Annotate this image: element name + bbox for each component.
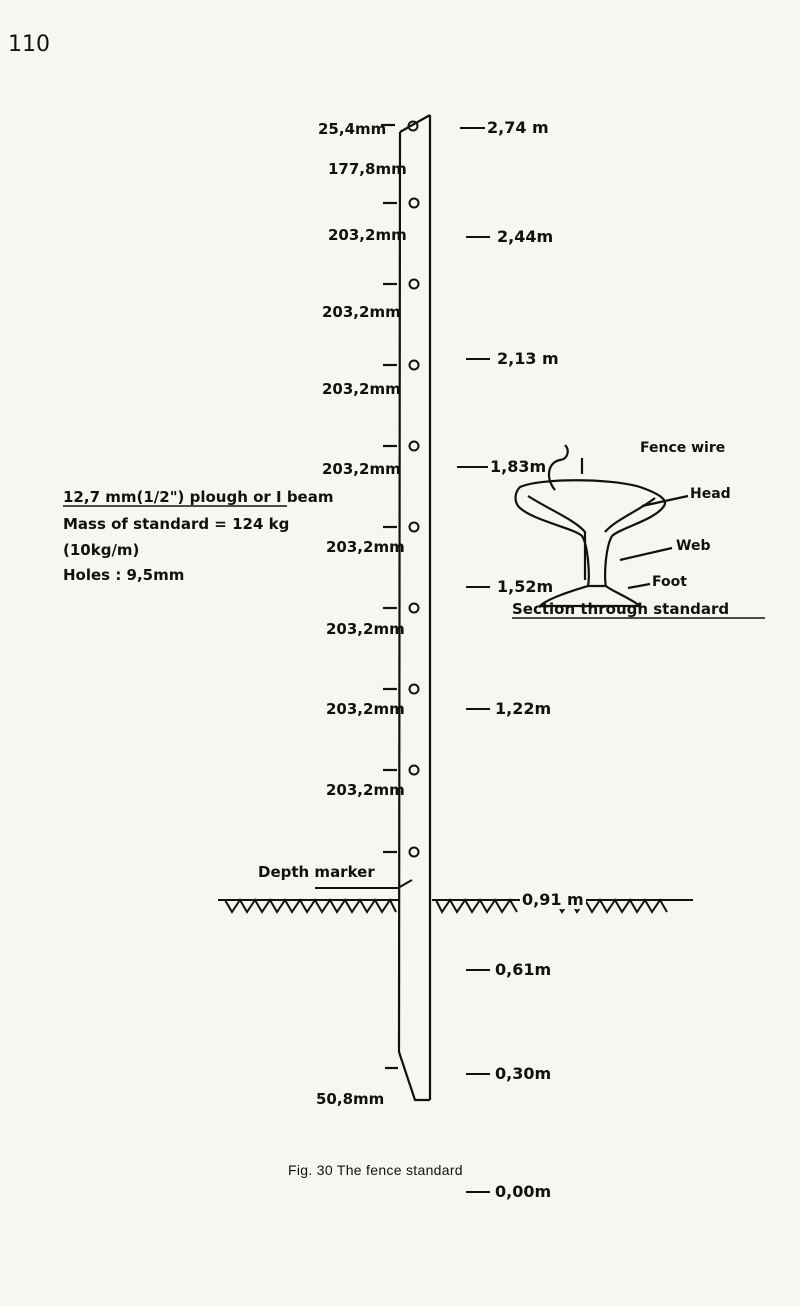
spacing-label-3: 203,2mm: [328, 226, 407, 244]
hole-10: [410, 848, 419, 857]
spacing-label-10: 203,2mm: [326, 781, 405, 799]
height-label-030: 0,30m: [495, 1064, 552, 1083]
post-left-edge: [399, 132, 400, 1052]
depth-marker-pointer: [315, 880, 412, 888]
ground-hatch-right: [436, 900, 517, 912]
head-shape: [516, 480, 665, 586]
spacing-label-4: 203,2mm: [322, 303, 401, 321]
hole-6: [410, 523, 419, 532]
hole-2: [410, 199, 419, 208]
spacing-label-11: 50,8mm: [316, 1090, 385, 1108]
foot-pointer: [628, 584, 650, 588]
height-label-274: 2,74 m: [487, 118, 549, 137]
hole-9: [410, 766, 419, 775]
hole-4: [410, 361, 419, 370]
height-label-091: 0,91 m: [522, 890, 584, 909]
hole-5: [410, 442, 419, 451]
depth-marker-label: Depth marker: [258, 863, 375, 881]
plough-title: 12,7 mm(1/2") plough or I beam: [63, 488, 334, 506]
spacing-label-2: 177,8mm: [328, 160, 407, 178]
web-label: Web: [676, 538, 711, 554]
spacing-label-1: 25,4mm: [318, 120, 387, 138]
height-label-061: 0,61m: [495, 960, 552, 979]
height-label-152: 1,52m: [497, 577, 554, 596]
height-label-000: 0,00m: [495, 1182, 552, 1201]
spacing-label-5: 203,2mm: [322, 380, 401, 398]
hole-7: [410, 604, 419, 613]
hole-8: [410, 685, 419, 694]
spacing-label-6: 203,2mm: [322, 460, 401, 478]
fence-wire-wrap: [549, 445, 568, 490]
spacing-label-7: 203,2mm: [326, 538, 405, 556]
height-label-244: 2,44m: [497, 227, 554, 246]
post-bottom-point: [399, 1052, 430, 1100]
height-label-183: 1,83m: [490, 457, 547, 476]
figure-caption: Fig. 30 The fence standard: [288, 1162, 463, 1178]
section-caption: Section through standard: [512, 600, 730, 618]
hole-3: [410, 280, 419, 289]
head-label: Head: [690, 486, 731, 502]
spacing-label-8: 203,2mm: [326, 620, 405, 638]
plough-holes: Holes : 9,5mm: [63, 566, 185, 584]
page-number: 110: [8, 32, 50, 57]
head-inner: [528, 496, 655, 580]
fence-wire-label: Fence wire: [640, 440, 726, 456]
height-label-213: 2,13 m: [497, 349, 559, 368]
plough-mass-per-m: (10kg/m): [63, 541, 140, 559]
plough-mass: Mass of standard = 124 kg: [63, 515, 290, 533]
spacing-label-9: 203,2mm: [326, 700, 405, 718]
height-label-122: 1,22m: [495, 699, 552, 718]
web-pointer: [620, 548, 672, 560]
foot-label: Foot: [652, 574, 687, 590]
ground-hatch-left: [225, 900, 396, 912]
